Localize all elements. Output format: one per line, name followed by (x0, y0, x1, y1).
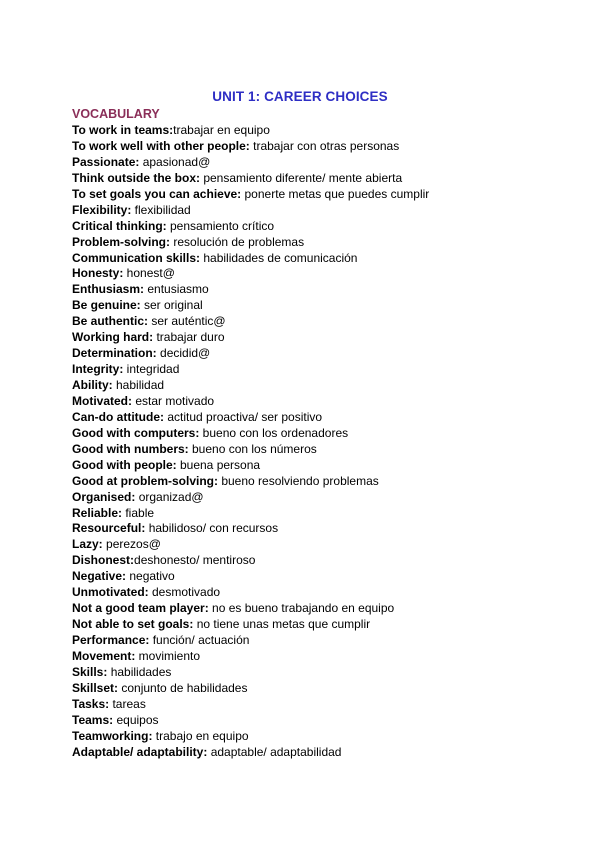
vocabulary-term: Resourceful: (72, 521, 146, 536)
vocabulary-definition: decidid@ (156, 346, 211, 361)
vocabulary-term: Lazy: (72, 537, 103, 552)
vocabulary-entry (72, 426, 429, 442)
vocabulary-term: Organised: (72, 489, 136, 504)
vocabulary-entry (72, 681, 429, 697)
vocabulary-entry (72, 155, 429, 171)
vocabulary-term: Skills: (72, 664, 108, 679)
vocabulary-entry (72, 633, 429, 649)
vocabulary-term: Flexibility: (72, 202, 132, 217)
vocabulary-definition: habilidades (107, 664, 172, 679)
vocabulary-entry (72, 569, 429, 585)
vocabulary-term: Not a good team player: (72, 601, 209, 616)
vocabulary-definition: equipos (113, 712, 159, 727)
vocabulary-definition: negativo (126, 569, 175, 584)
vocabulary-entry (72, 362, 429, 378)
vocabulary-entry (72, 442, 429, 458)
vocabulary-definition: pensamiento crítico (166, 218, 275, 233)
vocabulary-definition: función/ actuación (149, 633, 250, 647)
vocabulary-entry (72, 203, 429, 219)
vocabulary-entry (72, 729, 429, 745)
vocabulary-term: Integrity: (72, 362, 124, 377)
vocabulary-term: Motivated: (72, 393, 132, 408)
vocabulary-definition: ser original (140, 298, 203, 313)
vocabulary-definition: actitud proactiva/ ser positivo (164, 409, 323, 424)
vocabulary-entry (72, 553, 429, 569)
vocabulary-entry (72, 251, 429, 267)
vocabulary-definition: conjunto de habilidades (118, 680, 248, 695)
vocabulary-entry (72, 378, 429, 394)
vocabulary-term: Passionate: (72, 154, 140, 169)
vocabulary-entry (72, 585, 429, 601)
vocabulary-term: Teamworking: (72, 728, 153, 743)
vocabulary-term: Good with numbers: (72, 441, 189, 456)
vocabulary-term: Tasks: (72, 696, 110, 711)
vocabulary-definition: trabajo en equipo (152, 728, 249, 743)
vocabulary-definition: resolución de problemas (170, 234, 305, 249)
vocabulary-entry (72, 745, 429, 761)
vocabulary-definition: deshonesto/ mentiroso (134, 553, 256, 568)
vocabulary-entry (72, 394, 429, 410)
vocabulary-entry (72, 346, 429, 362)
vocabulary-entry (72, 235, 429, 251)
vocabulary-definition: bueno resolviendo problemas (218, 473, 379, 488)
vocabulary-entry (72, 298, 429, 314)
vocabulary-term: To work well with other people: (72, 138, 250, 153)
vocabulary-term: Ability: (72, 378, 113, 392)
vocabulary-definition: fiable (122, 505, 155, 520)
vocabulary-definition: organizad@ (135, 489, 204, 504)
vocabulary-entry (72, 139, 429, 155)
vocabulary-definition: trabajar con otras personas (249, 138, 400, 153)
vocabulary-term: Teams: (72, 712, 114, 727)
vocabulary-entry (72, 474, 429, 490)
vocabulary-term: Good with people: (72, 457, 177, 472)
vocabulary-entry (72, 282, 429, 298)
vocabulary-term: Critical thinking: (72, 218, 167, 233)
vocabulary-definition: flexibilidad (131, 202, 191, 217)
vocabulary-entry (72, 123, 429, 139)
vocabulary-list (72, 123, 429, 761)
vocabulary-term: Movement: (72, 648, 136, 663)
vocabulary-term: Adaptable/ adaptability: (72, 744, 208, 759)
vocabulary-term: Honesty: (72, 266, 124, 281)
vocabulary-definition: habilidades de comunicación (200, 250, 358, 265)
vocabulary-term: Skillset: (72, 680, 119, 695)
page-title: UNIT 1: CAREER CHOICES (212, 89, 388, 104)
vocabulary-term: Dishonest: (72, 553, 135, 568)
vocabulary-entry (72, 506, 429, 522)
vocabulary-definition: entusiasmo (144, 282, 209, 297)
vocabulary-term: Performance: (72, 633, 150, 647)
vocabulary-entry (72, 697, 429, 713)
vocabulary-entry (72, 266, 429, 282)
vocabulary-entry (72, 617, 429, 633)
vocabulary-definition: no tiene unas metas que cumplir (193, 617, 371, 632)
vocabulary-entry (72, 171, 429, 187)
vocabulary-term: Problem-solving: (72, 234, 171, 249)
vocabulary-definition: pensamiento diferente/ mente abierta (200, 170, 403, 185)
vocabulary-definition: estar motivado (132, 393, 215, 408)
vocabulary-entry (72, 713, 429, 729)
vocabulary-definition: movimiento (135, 648, 201, 663)
vocabulary-entry (72, 330, 429, 346)
vocabulary-definition: habilidad (112, 378, 165, 392)
vocabulary-entry (72, 601, 429, 617)
vocabulary-entry (72, 410, 429, 426)
vocabulary-definition: apasionad@ (139, 154, 211, 169)
vocabulary-definition: trabajar duro (153, 330, 225, 345)
vocabulary-definition: integridad (123, 362, 180, 377)
vocabulary-term: Communication skills: (72, 250, 201, 265)
vocabulary-definition: trabajar en equipo (173, 123, 270, 137)
vocabulary-definition: bueno con los ordenadores (199, 425, 349, 440)
section-heading: VOCABULARY (72, 107, 160, 121)
vocabulary-definition: ser auténtic@ (148, 314, 226, 329)
vocabulary-definition: tareas (109, 696, 146, 711)
vocabulary-entry (72, 458, 429, 474)
vocabulary-term: To set goals you can achieve: (72, 186, 242, 201)
vocabulary-term: Reliable: (72, 505, 123, 520)
vocabulary-term: Unmotivated: (72, 585, 149, 600)
vocabulary-definition: perezos@ (102, 537, 161, 552)
vocabulary-entry (72, 314, 429, 330)
vocabulary-term: Can-do attitude: (72, 409, 164, 424)
vocabulary-entry (72, 490, 429, 506)
vocabulary-definition: adaptable/ adaptabilidad (207, 744, 342, 759)
vocabulary-term: Not able to set goals: (72, 617, 194, 632)
vocabulary-term: Be authentic: (72, 314, 149, 329)
vocabulary-definition: honest@ (123, 266, 175, 281)
vocabulary-term: Good at problem-solving: (72, 473, 218, 488)
vocabulary-entry (72, 219, 429, 235)
vocabulary-definition: habilidoso/ con recursos (145, 521, 279, 536)
vocabulary-definition: ponerte metas que puedes cumplir (241, 186, 430, 201)
vocabulary-term: Negative: (72, 569, 127, 584)
vocabulary-definition: bueno con los números (188, 441, 317, 456)
vocabulary-entry (72, 537, 429, 553)
vocabulary-term: Think outside the box: (72, 170, 200, 185)
vocabulary-definition: desmotivado (148, 585, 221, 600)
vocabulary-term: Be genuine: (72, 298, 141, 313)
vocabulary-definition: buena persona (176, 457, 261, 472)
vocabulary-term: Determination: (72, 346, 157, 361)
vocabulary-entry (72, 521, 429, 537)
vocabulary-term: Good with computers: (72, 425, 200, 440)
vocabulary-entry (72, 649, 429, 665)
vocabulary-term: To work in teams: (72, 123, 174, 137)
vocabulary-term: Working hard: (72, 330, 154, 345)
vocabulary-term: Enthusiasm: (72, 282, 145, 297)
vocabulary-entry (72, 187, 429, 203)
vocabulary-entry (72, 665, 429, 681)
vocabulary-definition: no es bueno trabajando en equipo (208, 601, 395, 616)
